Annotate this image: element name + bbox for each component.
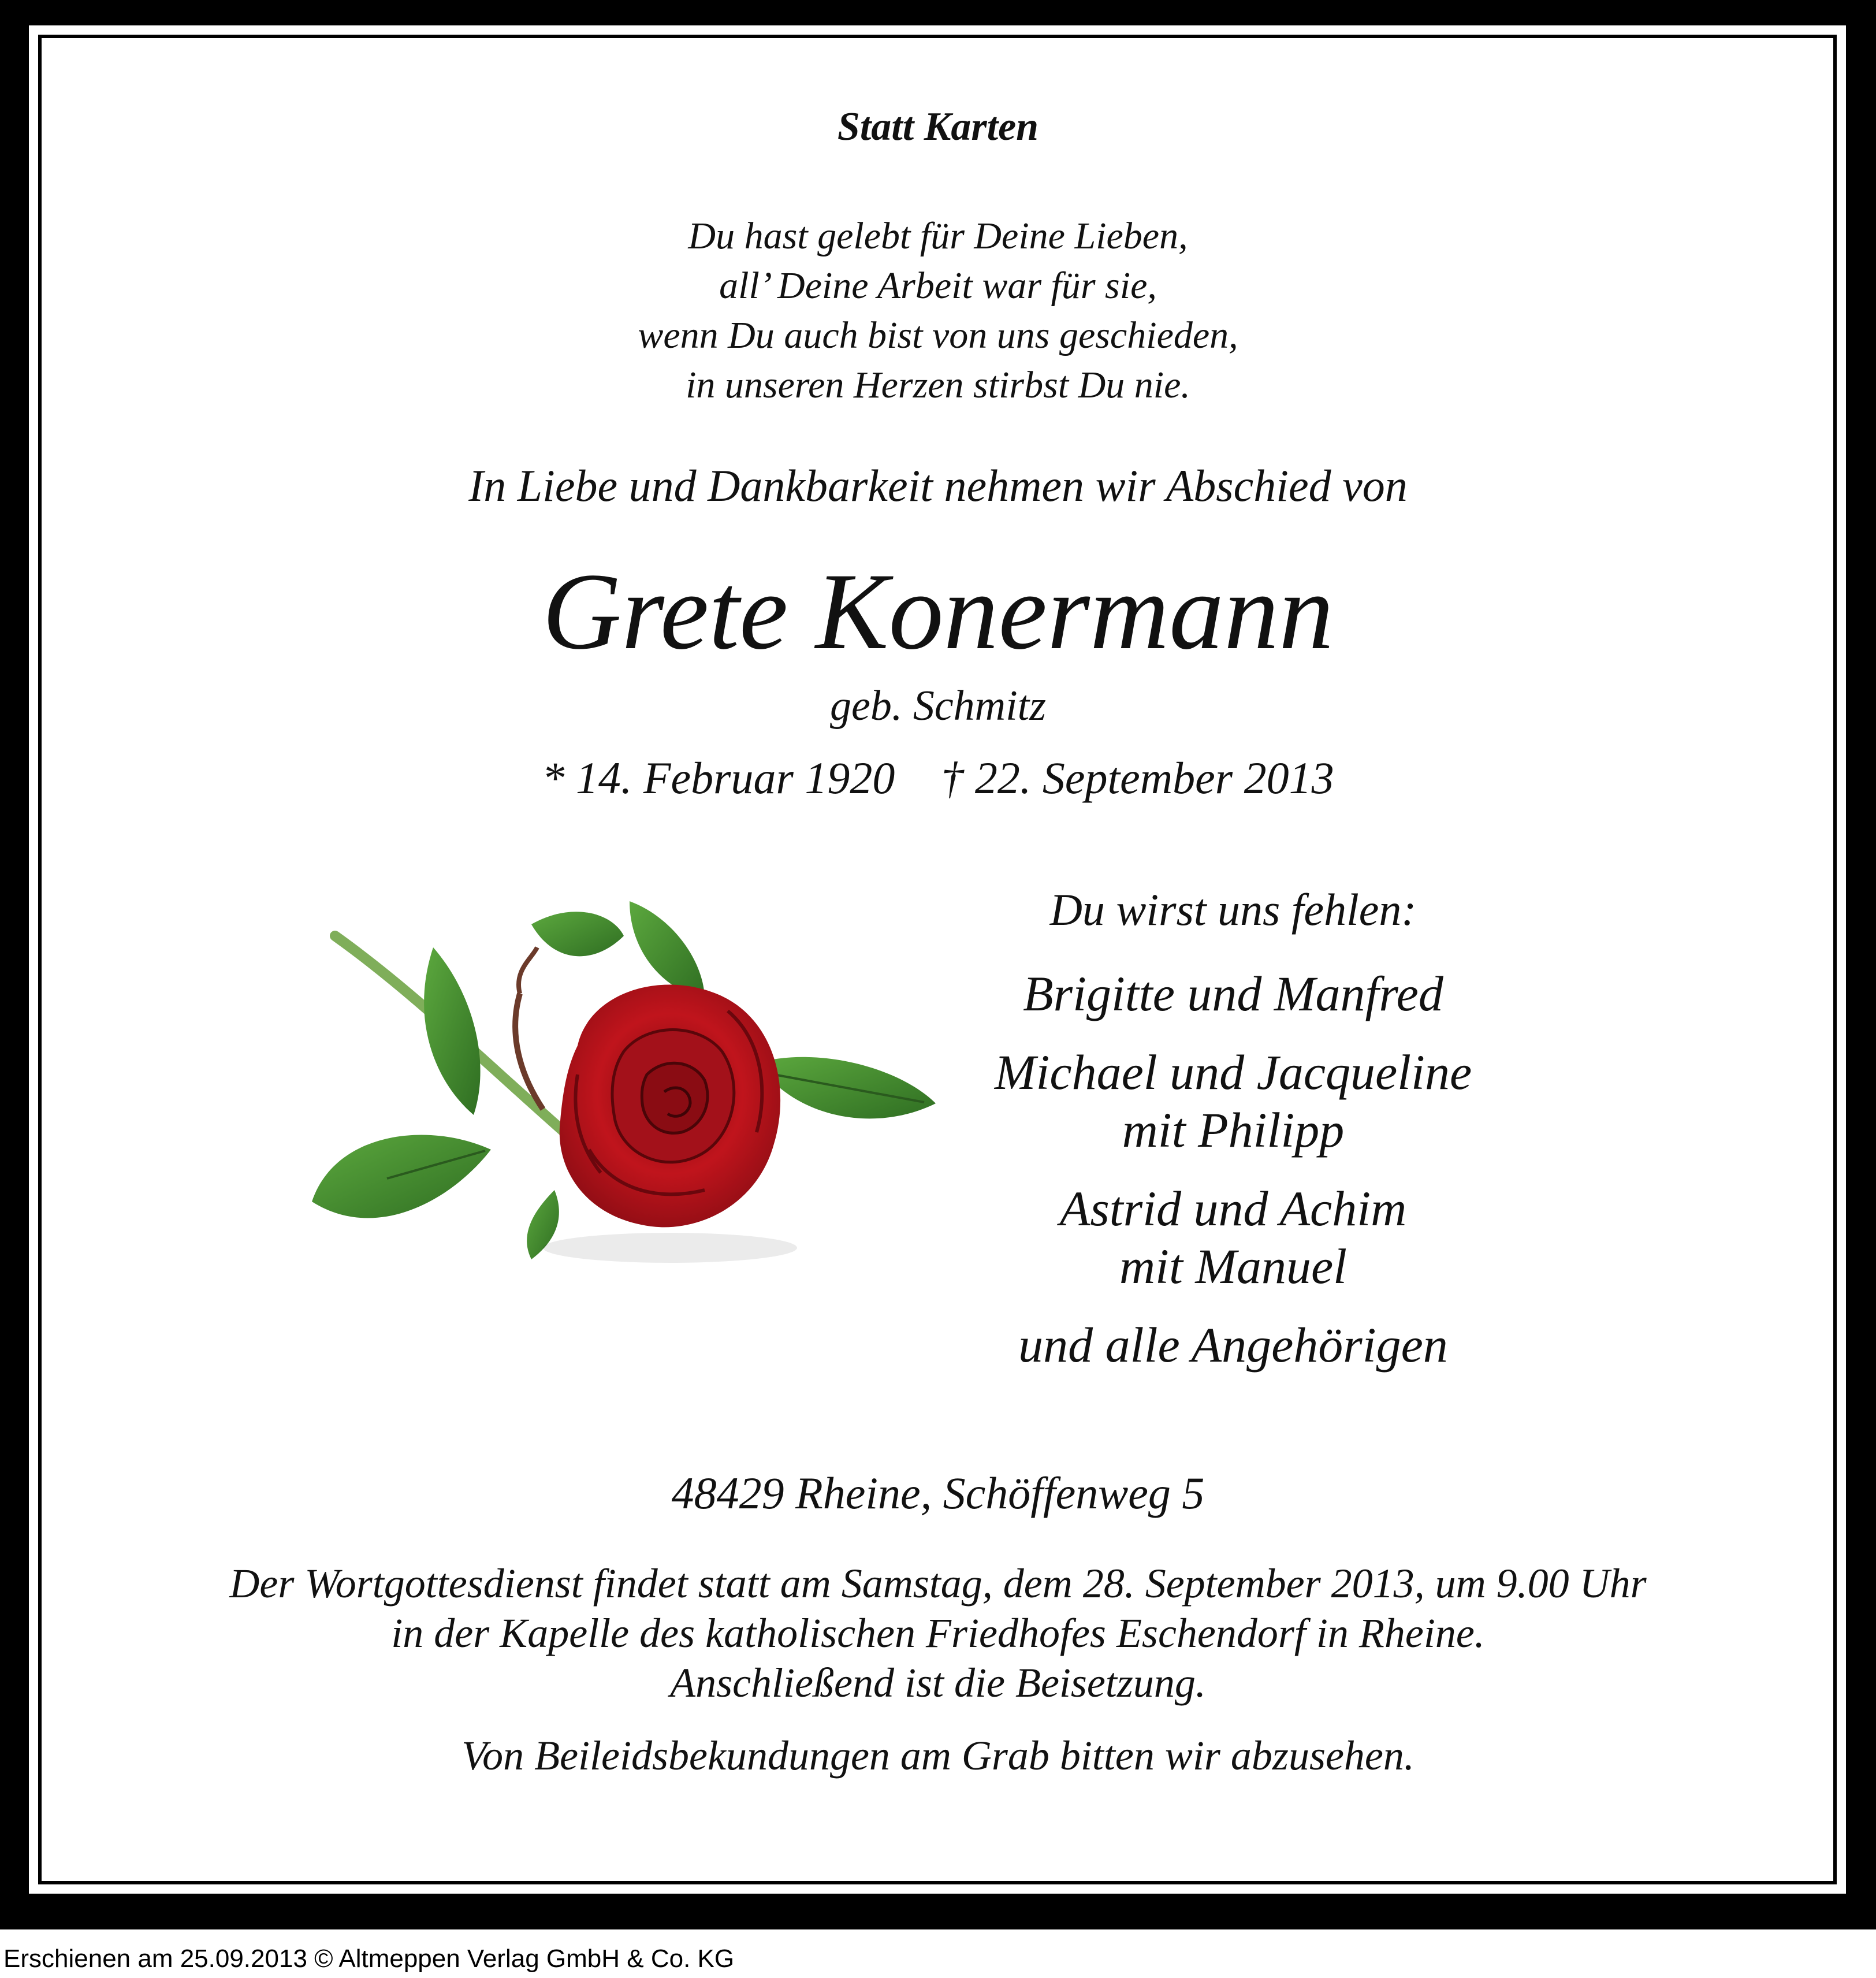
family-member-2: Michael und Jacqueline xyxy=(994,1044,1472,1100)
family-member-3: Astrid und Achim xyxy=(1059,1181,1407,1236)
family-member-1: Brigitte und Manfred xyxy=(1023,966,1443,1021)
poem-line-1: Du hast gelebt für Deine Lieben, xyxy=(688,215,1188,257)
closing-note: Von Beileidsbekundungen am Grab bitten wir abzusehen. xyxy=(461,1732,1415,1779)
service-line-2: in der Kapelle des katholischen Friedhofes Eschendorf in Rheine. xyxy=(391,1610,1485,1656)
miss-you-line: Du wirst uns fehlen: xyxy=(1049,884,1417,935)
red-rose-icon xyxy=(300,901,947,1317)
poem-line-3: wenn Du auch bist von uns geschieden, xyxy=(638,314,1238,356)
poem-line-4: in unseren Herzen stirbst Du nie. xyxy=(686,364,1190,406)
family-member-2-child: mit Philipp xyxy=(1122,1102,1345,1158)
birth-date: * 14. Februar 1920 xyxy=(542,753,895,803)
service-line-3: Anschließend ist die Beisetzung. xyxy=(670,1660,1206,1706)
death-date: † 22. September 2013 xyxy=(941,753,1334,803)
poem-line-2: all’ Deine Arbeit war für sie, xyxy=(719,265,1157,307)
family-relatives: und alle Angehörigen xyxy=(1018,1317,1448,1373)
life-dates xyxy=(0,752,1876,804)
farewell-intro: In Liebe und Dankbarkeit nehmen wir Abschied von xyxy=(468,460,1408,511)
family-member-3-child: mit Manuel xyxy=(1119,1239,1348,1294)
address: 48429 Rheine, Schöffenweg 5 xyxy=(671,1468,1205,1518)
notice-heading: Statt Karten xyxy=(837,105,1039,149)
publication-footer: Erschienen am 25.09.2013 © Altmeppen Verlag GmbH & Co. KG xyxy=(3,1944,735,1973)
deceased-name: Grete Konermann xyxy=(542,551,1334,672)
service-line-1: Der Wortgottesdienst findet statt am Samstag, dem 28. September 2013, um 9.00 Uhr xyxy=(229,1560,1647,1607)
maiden-name: geb. Schmitz xyxy=(829,682,1047,730)
